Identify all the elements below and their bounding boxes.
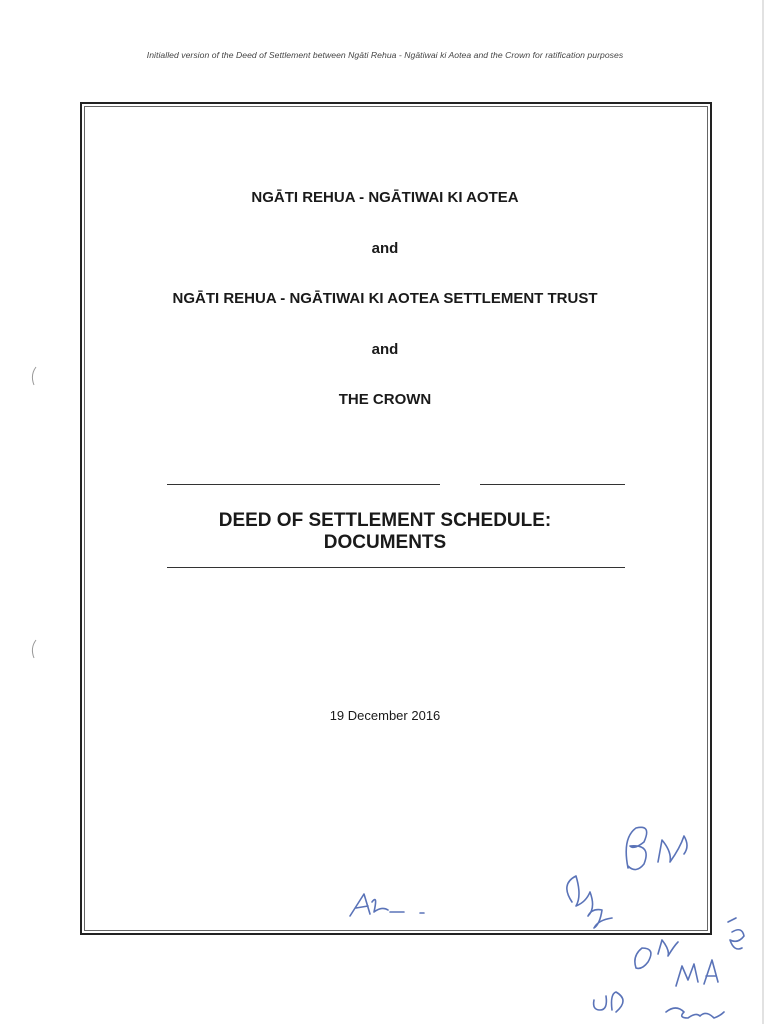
deed-title-line-2: DOCUMENTS — [323, 532, 447, 553]
and-connector-1: and — [371, 240, 399, 257]
party-one-heading: NGĀTI REHUA - NGĀTIWAI KI AOTEA — [251, 189, 519, 206]
initial-ud — [594, 992, 623, 1012]
scan-mark — [32, 367, 36, 385]
party-two-heading: NGĀTI REHUA - NGĀTIWAI KI AOTEA SETTLEMENT TRUST — [172, 290, 598, 307]
title-rule-top-left — [167, 484, 440, 485]
title-rule-bottom — [167, 567, 625, 568]
and-connector-2: and — [371, 341, 399, 358]
party-three-heading: THE CROWN — [338, 391, 432, 408]
scan-mark — [32, 640, 36, 658]
initial-loop — [728, 918, 744, 949]
deed-title — [0, 510, 770, 554]
initial-scribble — [666, 1008, 724, 1018]
deed-title-line-1: DEED OF SETTLEMENT SCHEDULE: — [218, 510, 552, 531]
initial-dn — [635, 940, 678, 968]
title-rule-top-right — [480, 484, 625, 485]
initial-ma — [676, 960, 718, 986]
header-note: Initialled version of the Deed of Settlement between Ngāti Rehua - Ngātiwai ki Aotea and the Crown for ratification purposes — [146, 50, 624, 60]
deed-date: 19 December 2016 — [329, 708, 441, 723]
